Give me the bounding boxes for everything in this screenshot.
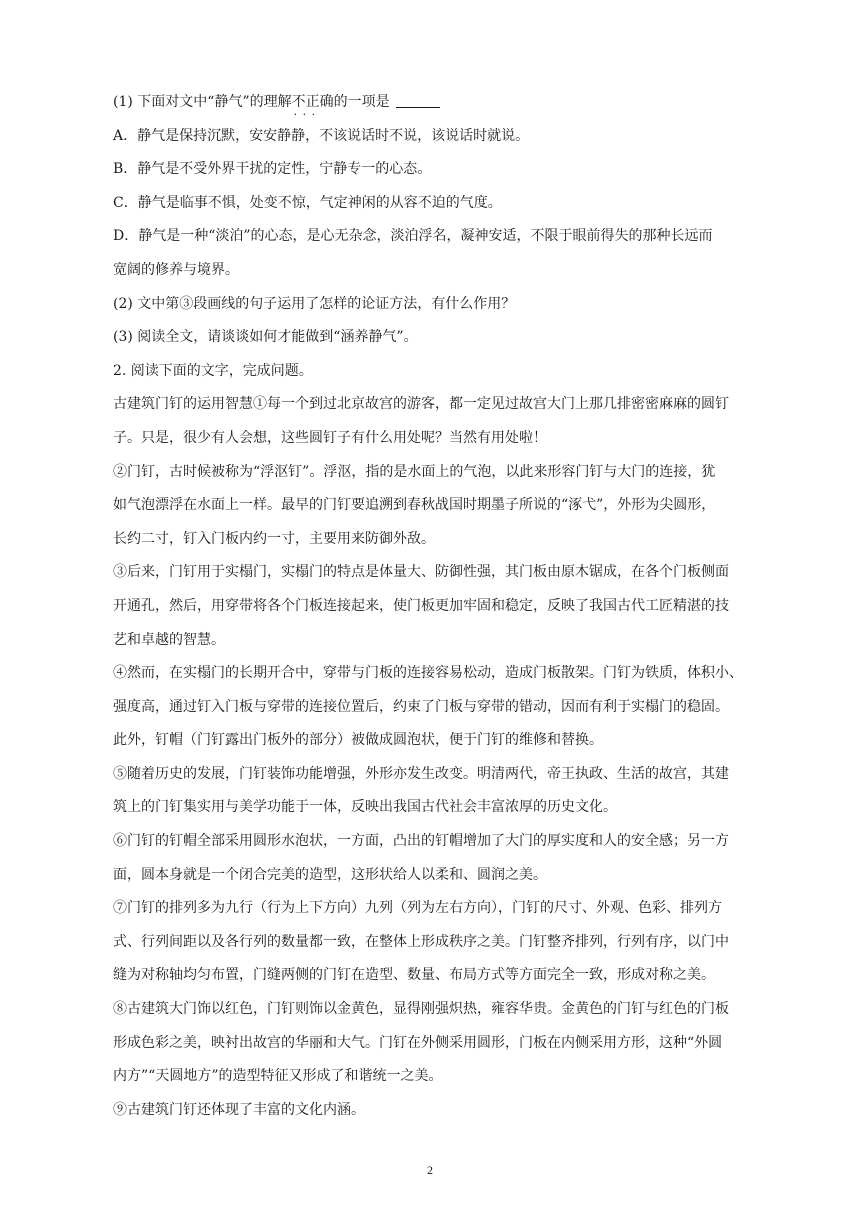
passage-line: 缝为对称轴均匀布置，门缝两侧的门钉在造型、数量、布局方式等方面完全一致，形成对称之美。	[113, 967, 715, 984]
passage-line: 形成色彩之美，映衬出故宫的华丽和大气。门钉在外侧采用圆形，门板在内侧采用方形，这种“外圆	[113, 1034, 723, 1051]
question-2: (2) 文中第③段画线的句子运用了怎样的论证方法，有什么作用？	[113, 295, 516, 312]
passage-line: 此外，钉帽（门钉露出门板外的部分）被做成圆泡状，便于门钉的维修和替换。	[113, 732, 603, 749]
emphasis-dots: 不正确 · · ·	[292, 86, 334, 120]
passage	[113, 388, 773, 1127]
passage-line: ③后来，门钉用于实榻门，实榻门的特点是体量大、防御性强，其门板由原木锯成，在各个门板侧面	[113, 564, 729, 581]
passage-line: 子。只是，很少有人会想，这些圆钉子有什么用处呢？当然有用处啦！	[113, 429, 547, 446]
page-number: 2	[427, 1163, 433, 1177]
answer-blank[interactable]	[396, 91, 440, 108]
passage-line: 面，圆本身就是一个闭合完美的造型，这形状给人以柔和、圆润之美。	[113, 866, 547, 883]
passage-line: ⑧古建筑大门饰以红色，门钉则饰以金黄色，显得刚强炽热，雍容华贵。金黄色的门钉与红色的门板	[113, 1001, 729, 1018]
option-b: B．静气是不受外界干扰的定性，宁静专一的心态。	[113, 161, 432, 178]
passage-line: ⑥门钉的钉帽全部采用圆形水泡状，一方面，凸出的钉帽增加了大门的厚实度和人的安全感；另一方	[113, 833, 729, 850]
option-a: A．静气是保持沉默，安安静静，不该说话时不说，该说话时就说。	[113, 127, 530, 144]
passage-line: ②门钉，古时候被称为“浮沤钉”。浮沤，指的是水面上的气泡，以此来形容门钉与大门的连接，犹	[113, 463, 716, 480]
passage-line: ⑨古建筑门钉还体现了丰富的文化内涵。	[113, 1101, 365, 1118]
option-c: C．静气是临事不惧，处变不惊，气定神闲的从容不迫的气度。	[113, 194, 502, 211]
document-body	[113, 86, 773, 1127]
passage-line: 筑上的门钉集实用与美学功能于一体，反映出我国古代社会丰富浓厚的历史文化。	[113, 799, 617, 816]
passage-line: ⑦门钉的排列多为九行（行为上下方向）九列（列为左右方向），门钉的尺寸、外观、色彩、排列方	[113, 900, 722, 917]
question-1	[113, 86, 773, 120]
question-1-prefix: (1) 下面对文中“静气”的理解	[113, 94, 292, 110]
passage-line: 古建筑门钉的运用智慧①每一个到过北京故宫的游客，都一定见过故宫大门上那几排密密麻麻的圆钉	[113, 396, 729, 413]
passage-line: 开通孔，然后，用穿带将各个门板连接起来，使门板更加牢固和稳定，反映了我国古代工匠精湛的技	[113, 597, 729, 614]
question-1-suffix: 的一项是	[333, 94, 390, 110]
passage-line: ⑤随着历史的发展，门钉装饰功能增强，外形亦发生改变。明清两代，帝王执政、生活的故宫，其建	[113, 765, 729, 782]
passage-line: 艺和卓越的智慧。	[113, 631, 225, 648]
passage-line: 式、行列间距以及各行列的数量都一致，在整体上形成秩序之美。门钉整齐排列，行列有序，以门中	[113, 933, 729, 950]
passage-line: ④然而，在实榻门的长期开合中，穿带与门板的连接容易松动，造成门板散架。门钉为铁质，体积小、	[113, 665, 743, 682]
passage-line: 内方”“天圆地方”的造型特征又形成了和谐统一之美。	[113, 1068, 443, 1085]
option-d-line-2: 宽阔的修养与境界。	[113, 261, 239, 278]
question-3: (3) 阅读全文，请谈谈如何才能做到“涵养静气”。	[113, 329, 418, 346]
passage-line: 强度高，通过钉入门板与穿带的连接位置后，约束了门板与穿带的错动，因而有利于实榻门的稳固。	[113, 698, 729, 715]
passage-line: 如气泡漂浮在水面上一样。最早的门钉要追溯到春秋战国时期墨子所说的“涿弋”，外形为尖圆形，	[113, 497, 716, 514]
section-2-heading: 2. 阅读下面的文字，完成问题。	[113, 362, 313, 379]
passage-line: 长约二寸，钉入门板内约一寸，主要用来防御外敌。	[113, 530, 435, 547]
option-d-line-1: D．静气是一种“淡泊”的心态，是心无杂念，淡泊浮名，凝神安适，不限于眼前得失的那种长远而	[113, 228, 713, 245]
